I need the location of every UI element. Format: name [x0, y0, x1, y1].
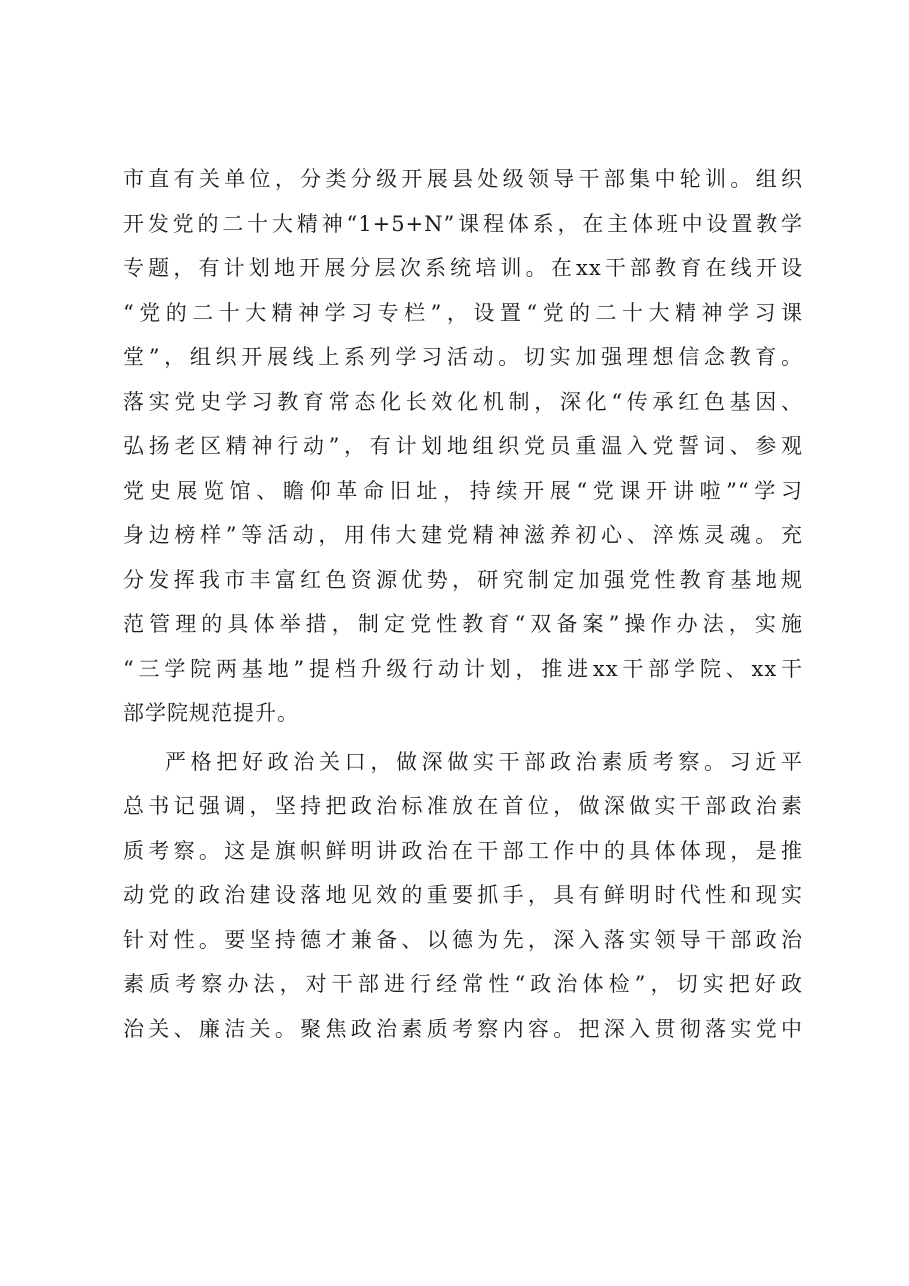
paragraph-line: 严格把好政治关口，做深做实干部政治素质考察。习近平: [165, 749, 803, 774]
document-body: [123, 157, 803, 1051]
paragraph-line: 市直有关单位，分类分级开展县处级领导干部集中轮训。组织: [123, 167, 803, 191]
paragraph-line: 部学院规范提升。: [123, 701, 299, 725]
paragraph-line: “党的二十大精神学习专栏”，设置“党的二十大精神学习课: [123, 300, 803, 325]
paragraph-line: 开发党的二十大精神“1+5+N”课程体系，在主体班中设置教学: [123, 211, 803, 236]
paragraph-line: 分发挥我市丰富红色资源优势，研究制定加强党性教育基地规: [123, 567, 803, 592]
paragraph-1: [123, 157, 803, 736]
paragraph-line: 落实党史学习教育常态化长效化机制，深化“传承红色基因、: [123, 389, 803, 414]
paragraph-line: “三学院两基地”提档升级行动计划，推进xx干部学院、xx干: [123, 656, 803, 681]
paragraph-line: 党史展览馆、瞻仰革命旧址，持续开展“党课开讲啦”“学习: [123, 478, 803, 503]
paragraph-line: 堂”，组织开展线上系列学习活动。切实加强理想信念教育。: [123, 345, 803, 369]
paragraph-line: 治关、廉洁关。聚焦政治素质考察内容。把深入贯彻落实党中: [123, 1016, 803, 1041]
paragraph-line: 动党的政治建设落地见效的重要抓手，具有鲜明时代性和现实: [123, 883, 803, 907]
paragraph-line: 范管理的具体举措，制定党性教育“双备案”操作办法，实施: [123, 612, 803, 636]
paragraph-line: 质考察。这是旗帜鲜明讲政治在干部工作中的具体体现，是推: [123, 838, 803, 863]
paragraph-line: 素质考察办法，对干部进行经常性“政治体检”，切实把好政: [123, 972, 803, 996]
paragraph-line: 总书记强调，坚持把政治标准放在首位，做深做实干部政治素: [123, 794, 803, 818]
paragraph-2: [123, 740, 803, 1052]
paragraph-line: 专题，有计划地开展分层次系统培训。在xx干部教育在线开设: [123, 256, 803, 280]
paragraph-line: 身边榜样”等活动，用伟大建党精神滋养初心、淬炼灵魂。充: [123, 523, 803, 547]
paragraph-line: 针对性。要坚持德才兼备、以德为先，深入落实领导干部政治: [123, 927, 803, 952]
paragraph-line: 弘扬老区精神行动”，有计划地组织党员重温入党誓词、参观: [123, 434, 803, 458]
